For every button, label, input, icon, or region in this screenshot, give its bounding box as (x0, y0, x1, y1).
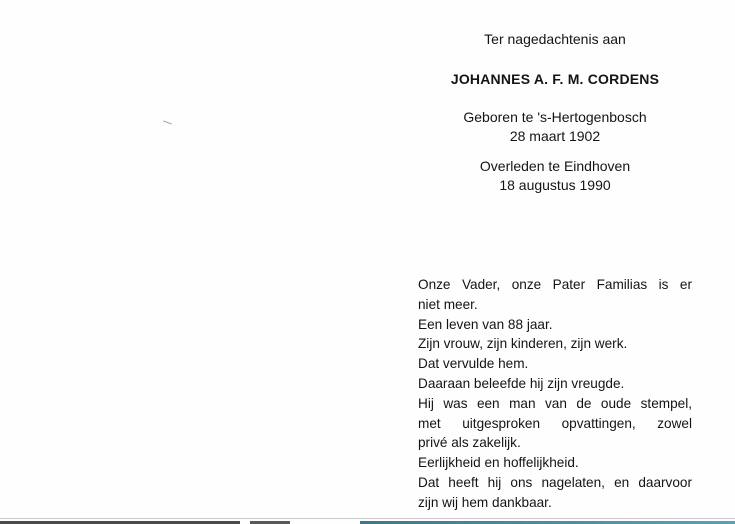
death-date: 18 augustus 1990 (499, 177, 611, 193)
memorial-poem (418, 275, 692, 513)
poem-line: privé als zakelijk. (418, 435, 521, 451)
poem-line: niet meer. (418, 296, 478, 312)
poem-line: Zijn vrouw, zijn kinderen, zijn werk. (418, 336, 628, 352)
intro-text: Ter nagedachtenis aan (484, 31, 626, 47)
poem-line: Daaraan beleefde hij zijn vreugde. (418, 375, 625, 391)
poem-line: Dat vervulde hem. (418, 356, 529, 372)
poem-line: Dat heeft hij ons nagelaten, en daarvoor (418, 474, 692, 490)
bottom-edge-shadow (0, 518, 735, 519)
poem-line: Een leven van 88 jaar. (418, 316, 553, 332)
birth-date: 28 maart 1902 (509, 128, 601, 144)
poem-line: Onze Vader, onze Pater Familias is er (418, 277, 692, 292)
birth-place: Geboren te 's-Hertogenbosch (463, 109, 647, 125)
memorial-header (410, 30, 700, 195)
death-place: Overleden te Eindhoven (479, 158, 631, 174)
poem-line: Hij was een man van de oude stempel, (418, 395, 692, 411)
fold-mark (163, 120, 172, 124)
poem-line: Eerlijkheid en hoffelijkheid. (418, 455, 579, 471)
deceased-name: JOHANNES A. F. M. CORDENS (450, 71, 660, 87)
poem-line: zijn wij hem dankbaar. (418, 494, 552, 510)
poem-line: met uitgesproken opvattingen, zowel (418, 415, 692, 431)
